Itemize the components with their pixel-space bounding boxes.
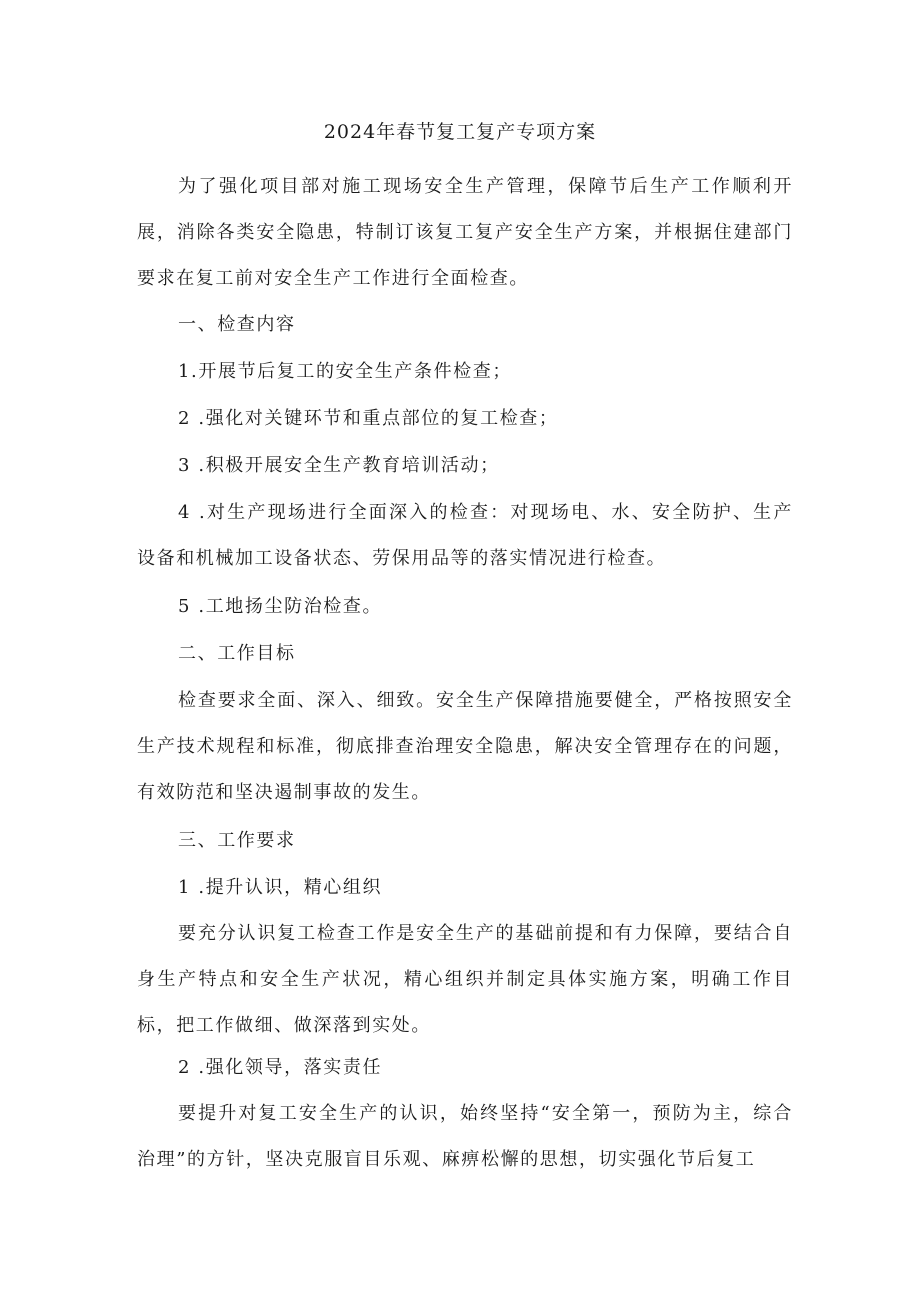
inspection-item-5: 5 .工地扬尘防治检查。 [178,596,383,617]
requirement-1-paragraph: 要充分认识复工检查工作是安全生产的基础前提和有力保障，要结合自身生产特点和安全生产状况，精心组织并制定具体实施方案，明确工作目标，把工作做细、做深落到实处。 [137,923,793,1036]
inspection-item-3: 3 .积极开展安全生产教育培训活动； [178,455,500,476]
requirement-2-heading: 2 .强化领导，落实责任 [178,1057,383,1078]
section-heading-inspection-content: 一、检查内容 [178,314,296,335]
section-heading-work-requirements: 三、工作要求 [178,830,296,851]
requirement-2-paragraph: 要提升对复工安全生产的认识，始终坚持“安全第一，预防为主，综合治理”的方针，坚决克服盲目乐观、麻痹松懈的思想，切实强化节后复工 [137,1103,793,1170]
inspection-item-2: 2 .强化对关键环节和重点部位的复工检查； [178,408,559,429]
document-title: 2024年春节复工复产专项方案 [323,121,597,143]
section-heading-work-goals: 二、工作目标 [178,643,296,664]
inspection-item-4: 4 .对生产现场进行全面深入的检查：对现场电、水、安全防护、生产设备和机械加工设备状态、劳保用品等的落实情况进行检查。 [137,502,793,569]
inspection-item-1: 1.开展节后复工的安全生产条件检查； [178,361,512,382]
requirement-1-heading: 1 .提升认识，精心组织 [178,877,383,898]
intro-paragraph: 为了强化项目部对施工现场安全生产管理，保障节后生产工作顺利开展，消除各类安全隐患，特制订该复工复产安全生产方案，并根据住建部门要求在复工前对安全生产工作进行全面检查。 [137,176,793,289]
work-goals-paragraph: 检查要求全面、深入、细致。安全生产保障措施要健全，严格按照安全生产技术规程和标准，彻底排查治理安全隐患，解决安全管理存在的问题，有效防范和坚决遏制事故的发生。 [137,690,793,803]
